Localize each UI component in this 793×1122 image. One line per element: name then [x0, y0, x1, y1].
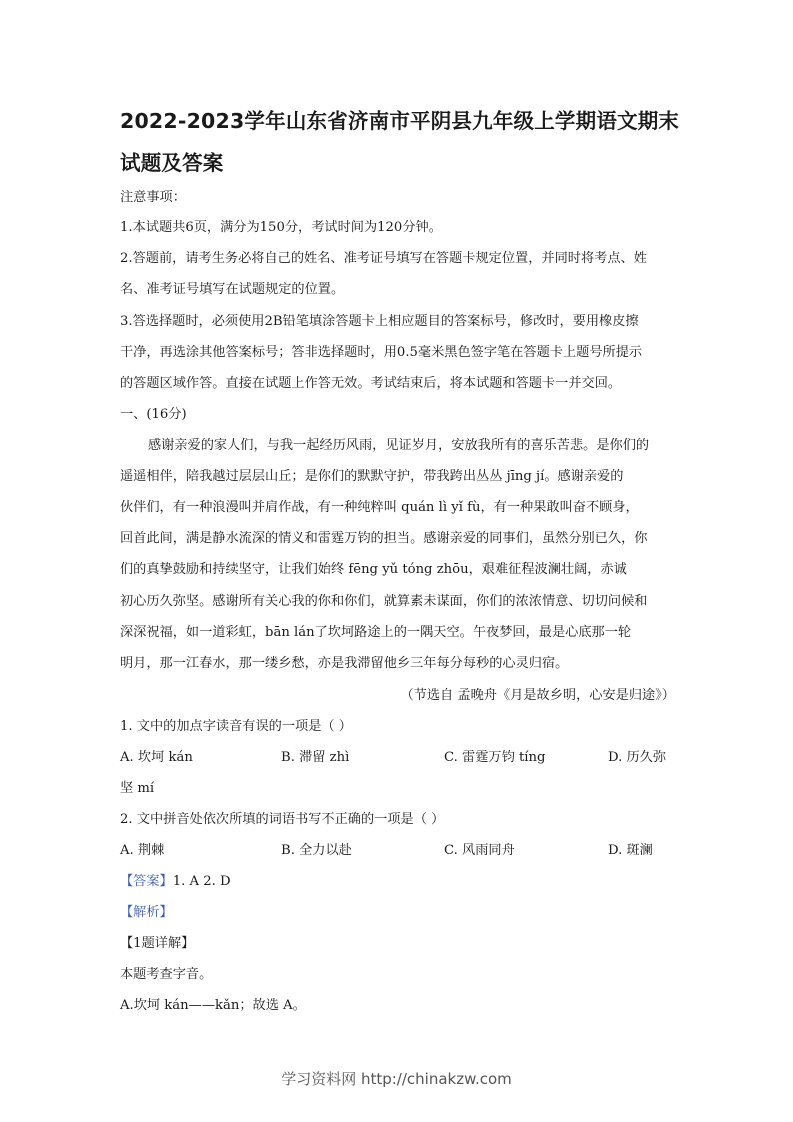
question-1-option-a: A. 坎坷 kán	[120, 750, 193, 765]
passage-line: 伙伴们，有一种浪漫叫并肩作战，有一种纯粹叫 quán lì yǐ fù，有一种果敢叫奋不顾身，	[120, 500, 639, 515]
passage-line: 初心历久弥坚。感谢所有关心我的你和你们，就算素未谋面，你们的浓浓情意、切切问候和	[120, 594, 648, 609]
detail-label: 【1题详解】	[120, 936, 195, 951]
note-line: 3.答选择题时，必须使用2B铅笔填涂答题卡上相应题目的答案标号，修改时，要用橡皮擦	[120, 314, 639, 329]
question-2-option-c: C. 风雨同舟	[444, 843, 515, 858]
question-2-option-d: D. 斑澜	[608, 843, 653, 858]
note-line: 干净，再选涂其他答案标号；答非选择题时，用0.5毫米黑色签字笔在答题卡上题号所提示	[120, 345, 643, 360]
question-2-option-b: B. 全力以赴	[281, 843, 352, 858]
note-line: 名、准考证号填写在试题规定的位置。	[120, 282, 345, 297]
question-2-option-a: A. 荆棘	[120, 843, 165, 858]
passage-line: 感谢亲爱的家人们，与我一起经历风雨，见证岁月，安放我所有的喜乐苦悲。是你们的	[148, 438, 650, 453]
question-1-option-d: D. 历久弥	[608, 750, 667, 765]
note-line: 2.答题前，请考生务必将自己的姓名、准考证号填写在答题卡规定位置，并同时将考点、姓	[120, 251, 647, 266]
passage-line: 明月，那一江春水，那一缕乡愁，亦是我滞留他乡三年每分每秒的心灵归宿。	[120, 656, 569, 671]
detail-line: 本题考查字音。	[120, 967, 213, 982]
question-1-option-d-wrap: 坚 mí	[120, 781, 155, 796]
analysis-label: 【解析】	[120, 905, 173, 920]
passage-line: 回首此间，满是静水流深的情义和雷霆万钧的担当。感谢亲爱的同事们，虽然分别已久，你	[120, 531, 648, 546]
document-title: 2022-2023学年山东省济南市平阴县九年级上学期语文期末 试题及答案	[120, 109, 680, 175]
detail-line: A.坎坷 kán——kǎn；故选 A。	[120, 998, 306, 1013]
answer-text: 1. A 2. D	[172, 874, 231, 889]
question-1-stem: 1. 文中的加点字读音有误的一项是（ ）	[120, 719, 352, 734]
section-heading: 一、(16分)	[120, 407, 187, 422]
question-1-option-c: C. 雷霆万钧 tíng	[444, 750, 546, 765]
notes-heading: 注意事项：	[120, 190, 186, 205]
note-line: 1.本试题共6页，满分为150分，考试时间为120分钟。	[120, 220, 442, 235]
note-line: 的答题区域作答。直接在试题上作答无效。考试结束后，将本试题和答题卡一并交回。	[120, 376, 622, 391]
question-1-option-b: B. 滞留 zhì	[281, 750, 350, 765]
passage-line: 们的真挚鼓励和持续坚守，让我们始终 fēng yǔ tóng zhōu，艰难征程波澜壮阔，赤诚	[120, 562, 627, 577]
question-2-stem: 2. 文中拼音处依次所填的词语书写不正确的一项是（ ）	[120, 812, 445, 827]
passage-line: 深深祝福，如一道彩虹，bān lán了坎坷路途上的一隅天空。午夜梦回，最是心底那一轮	[120, 625, 632, 640]
source-citation: （节选自 孟晚舟《月是故乡明，心安是归途》）	[400, 688, 675, 703]
answer-label: 【答案】	[120, 874, 173, 889]
passage-line: 遥遥相伴，陪我越过层层山丘；是你们的默默守护，带我跨出丛丛 jīng jí。感谢亲爱的	[120, 469, 624, 484]
footer-watermark: 学习资料网 http://chinakzw.com	[281, 1070, 512, 1088]
answer-line	[120, 872, 231, 892]
